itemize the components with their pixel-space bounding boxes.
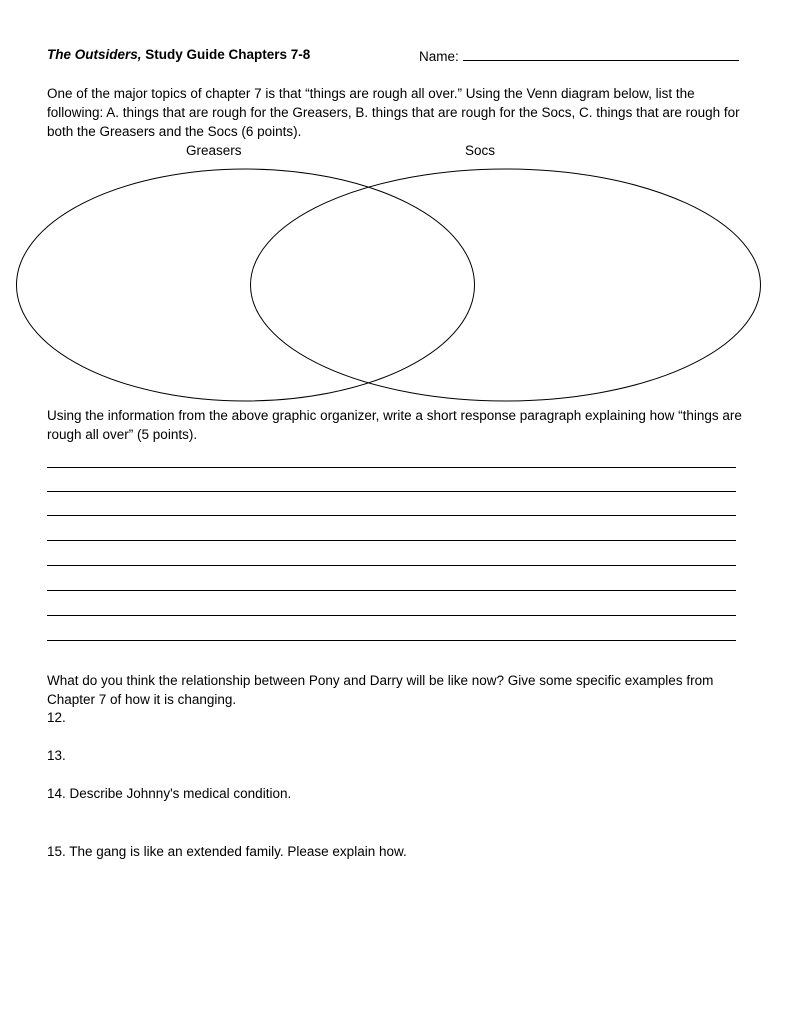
relationship-question: What do you think the relationship between Pony and Darry will be like now? Give some specific examples from Chapter 7 of how it is changing. (47, 673, 714, 707)
study-guide-title: Study Guide Chapters 7-8 (141, 47, 311, 62)
name-field[interactable] (419, 47, 739, 64)
name-blank-line[interactable] (463, 47, 739, 61)
response-line[interactable] (47, 540, 736, 541)
question-13: 13. (47, 748, 66, 763)
response-line[interactable] (47, 565, 736, 566)
response-line[interactable] (47, 515, 736, 516)
question-14: 14. Describe Johnny's medical condition. (47, 786, 292, 801)
name-label: Name: (419, 49, 459, 64)
response-line[interactable] (47, 467, 736, 468)
response-line[interactable] (47, 590, 736, 591)
venn-instructions: One of the major topics of chapter 7 is that “things are rough all over.” Using the Venn diagram below, list the following: A. things that are rough for the Greasers, B. things that are rough for the Socs, C. things that are rough for both the Greasers and the Socs (6 points). (47, 86, 740, 139)
question-12: 12. (47, 710, 66, 725)
venn-circle-greasers[interactable] (17, 169, 475, 401)
book-title: The Outsiders, (47, 47, 142, 62)
response-instructions: Using the information from the above graphic organizer, write a short response paragraph explaining how “things are rough all over” (5 points). (47, 408, 742, 442)
question-15: 15. The gang is like an extended family. Please explain how. (47, 844, 407, 859)
response-line[interactable] (47, 640, 736, 641)
response-line[interactable] (47, 615, 736, 616)
response-line[interactable] (47, 491, 736, 492)
venn-label-greasers: Greasers (186, 143, 242, 158)
venn-label-socs: Socs (465, 143, 496, 158)
worksheet-header (47, 47, 747, 67)
venn-diagram (0, 165, 791, 410)
venn-circle-socs[interactable] (251, 169, 761, 401)
